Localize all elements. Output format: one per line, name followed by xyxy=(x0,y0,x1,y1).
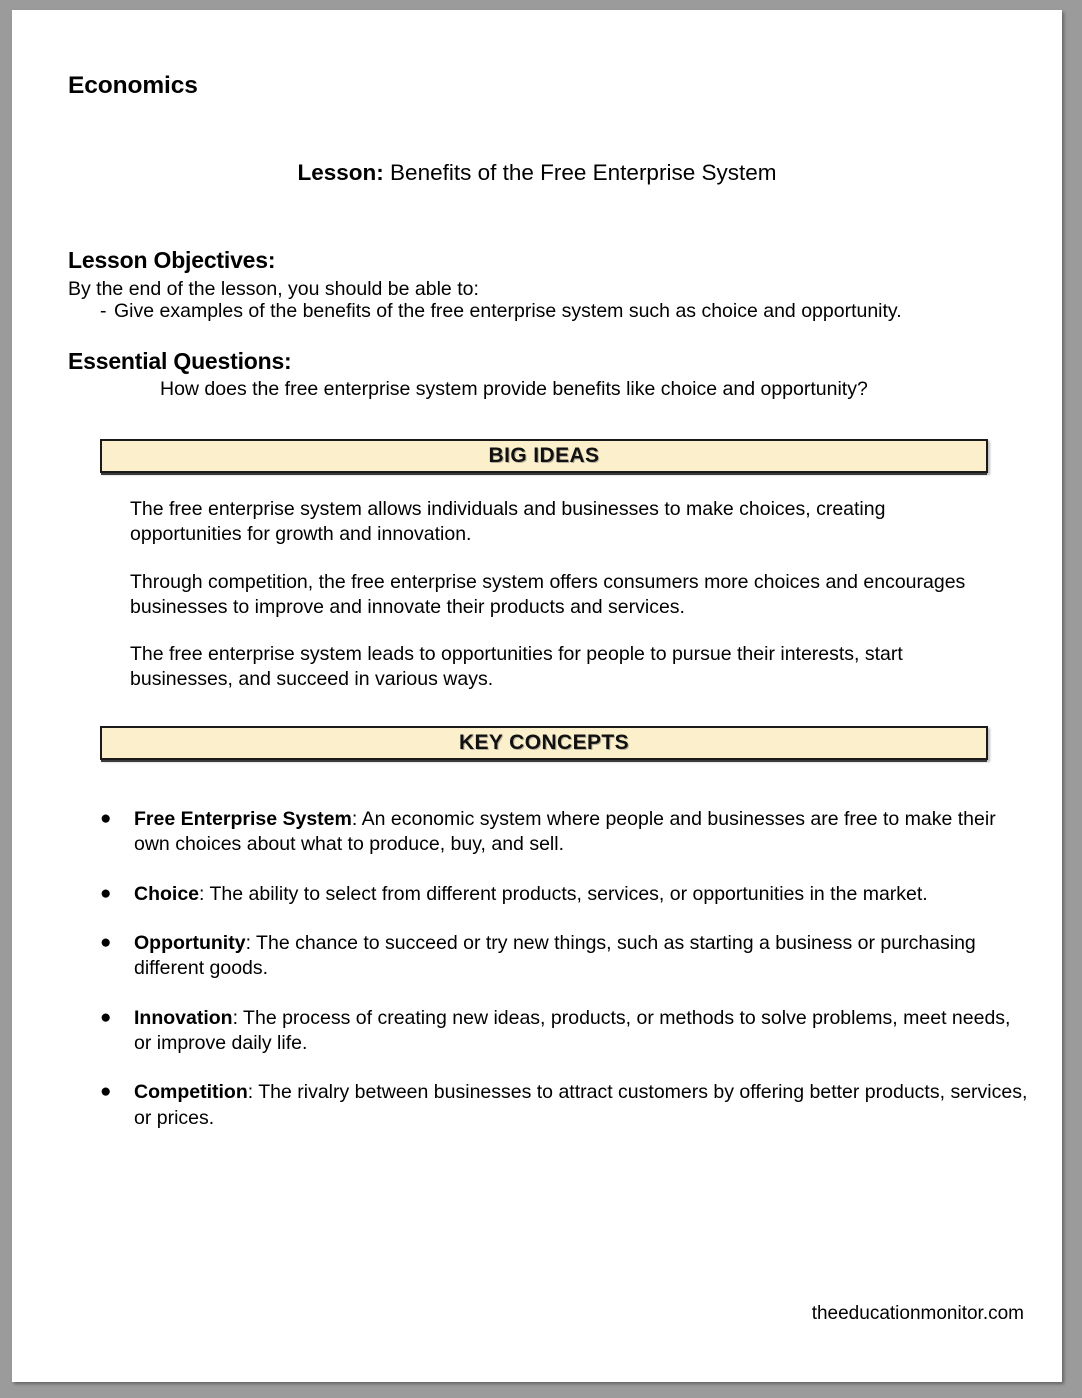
big-ideas-banner xyxy=(100,439,988,473)
bullet-icon: ● xyxy=(100,1006,112,1028)
lesson-objectives-intro: By the end of the lesson, you should be able to: xyxy=(68,278,479,300)
list-item xyxy=(100,1080,1030,1131)
key-concepts-list xyxy=(100,807,1030,1155)
footer-site-name: theeducationmonitor.com xyxy=(811,1303,1024,1324)
concept-definition: : The process of creating new ideas, products, or methods to solve problems, meet needs, or improve daily life. xyxy=(134,1006,1011,1055)
concept-definition: : The chance to succeed or try new things, such as starting a business or purchasing different goods. xyxy=(134,932,976,980)
concept-definition: : The rivalry between businesses to attract customers by offering better products, services, or prices. xyxy=(134,1081,1028,1129)
essential-questions-heading: Essential Questions: xyxy=(68,348,292,374)
objective-text: Give examples of the benefits of the free enterprise system such as choice and opportunity. xyxy=(114,300,902,322)
key-concepts-banner-label: KEY CONCEPTS xyxy=(458,731,630,754)
lesson-title-line xyxy=(12,160,1062,186)
dash-marker: - xyxy=(100,300,107,322)
big-idea-paragraph: The free enterprise system leads to opportunities for people to pursue their interests, start businesses, and succeed in various ways. xyxy=(130,643,903,691)
essential-question-text: How does the free enterprise system provide benefits like choice and opportunity? xyxy=(160,378,868,400)
objective-list-item xyxy=(68,300,1018,323)
concept-term: Opportunity xyxy=(134,932,246,955)
bullet-icon: ● xyxy=(100,932,112,954)
subject-title: Economics xyxy=(68,72,198,99)
big-idea-paragraph: Through competition, the free enterprise system offers consumers more choices and encourages businesses to improve and innovate their products and services. xyxy=(130,571,966,619)
concept-definition: : The ability to select from different products, services, or opportunities in the market. xyxy=(199,882,928,905)
list-item xyxy=(100,882,1030,907)
concept-term: Competition xyxy=(134,1081,248,1104)
bullet-icon: ● xyxy=(100,882,112,904)
big-ideas-banner-label: BIG IDEAS xyxy=(488,444,600,467)
concept-body xyxy=(134,807,1030,858)
bullet-icon: ● xyxy=(100,808,112,829)
big-idea-paragraph: The free enterprise system allows individuals and businesses to make choices, creating opportunities for growth and innovation. xyxy=(130,498,886,546)
concept-term: Free Enterprise System xyxy=(134,808,352,830)
bullet-icon: ● xyxy=(100,1081,112,1103)
concept-body xyxy=(134,931,1030,982)
concept-term: Choice xyxy=(134,882,200,905)
concept-body xyxy=(134,1080,1030,1131)
list-item xyxy=(100,807,1030,858)
concept-definition: : An economic system where people and businesses are free to make their own choices about what to produce, buy, and sell. xyxy=(134,808,996,856)
document-page xyxy=(12,10,1062,1382)
lesson-objectives-heading: Lesson Objectives: xyxy=(68,247,276,273)
lesson-label: Lesson: xyxy=(297,160,384,185)
concept-body xyxy=(134,1006,1030,1057)
concept-body xyxy=(134,882,1030,907)
key-concepts-banner xyxy=(100,726,988,760)
lesson-title-text: Benefits of the Free Enterprise System xyxy=(390,160,777,185)
list-item xyxy=(100,1006,1030,1057)
page-content xyxy=(12,10,1062,1382)
list-item xyxy=(100,931,1030,982)
concept-term: Innovation xyxy=(134,1006,233,1029)
